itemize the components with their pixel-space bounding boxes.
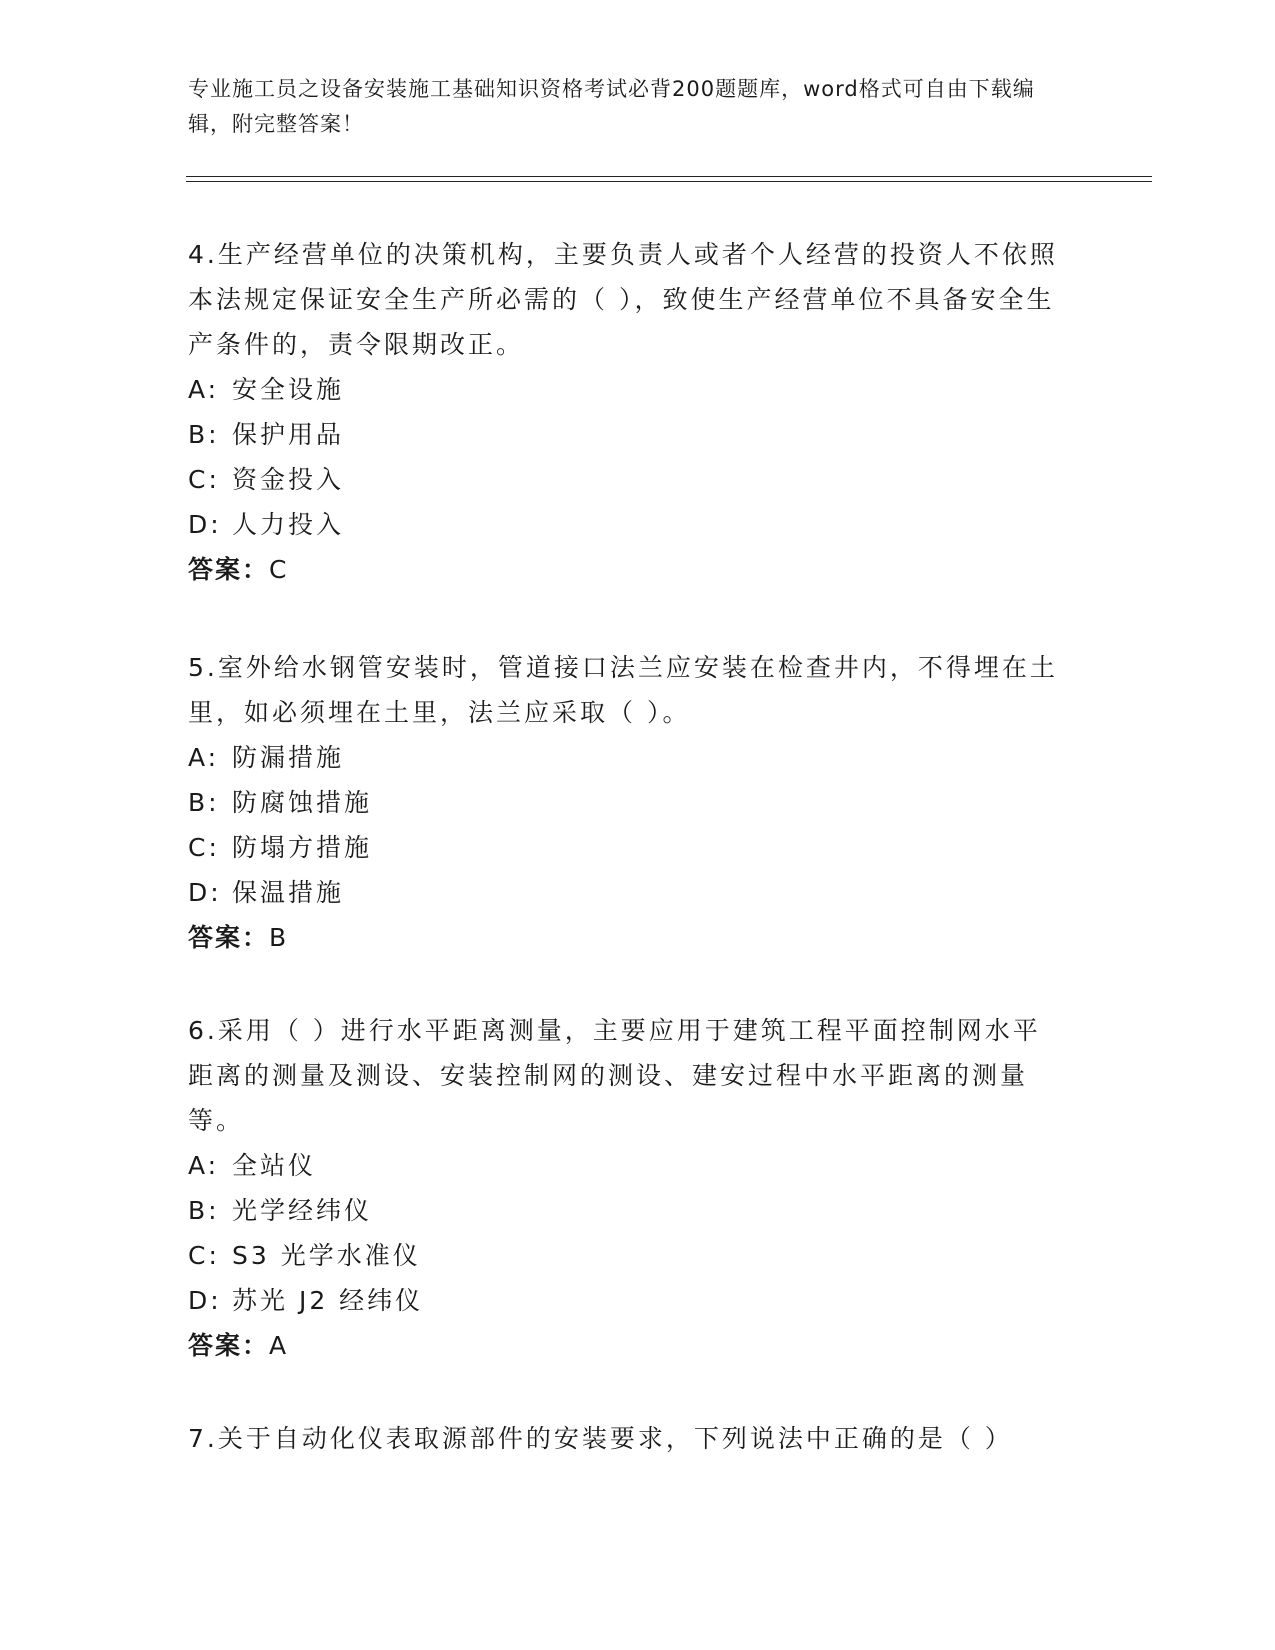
option-b [188,780,1068,825]
option-text: S3 光学水准仪 [232,1241,421,1270]
option-c [188,457,1068,502]
header-divider-top [186,176,1152,177]
option-text: 保温措施 [232,878,345,907]
option-letter: B: [188,420,220,449]
question-text: 5.室外给水钢管安装时，管道接口法兰应安装在检查井内，不得埋在土里，如必须埋在土里，法兰应采取（ ）。 [188,653,1058,727]
option-text: 全站仪 [232,1151,317,1180]
option-letter: C: [188,1241,220,1270]
answer-line [188,547,1068,592]
option-a [188,735,1068,780]
answer-value: B [269,923,289,952]
option-text: 防腐蚀措施 [232,788,373,817]
option-a [188,367,1068,412]
option-text: 安全设施 [232,375,345,404]
answer-value: C [269,555,289,584]
option-c [188,825,1068,870]
option-text: 保护用品 [232,420,345,449]
answer-label: 答案： [188,555,270,584]
option-text: 防漏措施 [232,743,345,772]
question-6 [188,1008,1068,1368]
option-letter: D: [188,1286,222,1315]
answer-label: 答案： [188,923,270,952]
option-letter: A: [188,743,220,772]
option-b [188,412,1068,457]
question-5 [188,645,1068,960]
option-letter: B: [188,788,220,817]
option-a [188,1143,1068,1188]
option-d [188,502,1068,547]
option-text: 光学经纬仪 [232,1196,373,1225]
option-b [188,1188,1068,1233]
question-text: 7.关于自动化仪表取源部件的安装要求，下列说法中正确的是（ ） [188,1424,1013,1453]
option-letter: C: [188,833,220,862]
question-text: 4.生产经营单位的决策机构，主要负责人或者个人经营的投资人不依照本法规定保证安全生产所必需的（ ），致使生产经营单位不具备安全生产条件的，责令限期改正。 [188,240,1058,359]
option-d [188,870,1068,915]
option-letter: C: [188,465,220,494]
document-header: 专业施工员之设备安装施工基础知识资格考试必背200题题库，word格式可自由下载编辑，附完整答案！ [188,77,1035,136]
option-letter: D: [188,510,222,539]
option-text: 防塌方措施 [232,833,373,862]
option-letter: D: [188,878,222,907]
answer-line [188,1323,1068,1368]
option-letter: B: [188,1196,220,1225]
question-7 [188,1416,1068,1461]
option-c [188,1233,1068,1278]
answer-line [188,915,1068,960]
question-4 [188,232,1068,592]
option-letter: A: [188,375,220,404]
answer-label: 答案： [188,1331,270,1360]
option-letter: A: [188,1151,220,1180]
option-text: 资金投入 [232,465,345,494]
header-divider-bottom [186,181,1152,182]
option-text: 人力投入 [232,510,345,539]
answer-value: A [269,1331,289,1360]
question-text: 6.采用（ ）进行水平距离测量，主要应用于建筑工程平面控制网水平距离的测量及测设、安装控制网的测设、建安过程中水平距离的测量等。 [188,1016,1041,1135]
option-text: 苏光 J2 经纬仪 [232,1286,424,1315]
option-d [188,1278,1068,1323]
